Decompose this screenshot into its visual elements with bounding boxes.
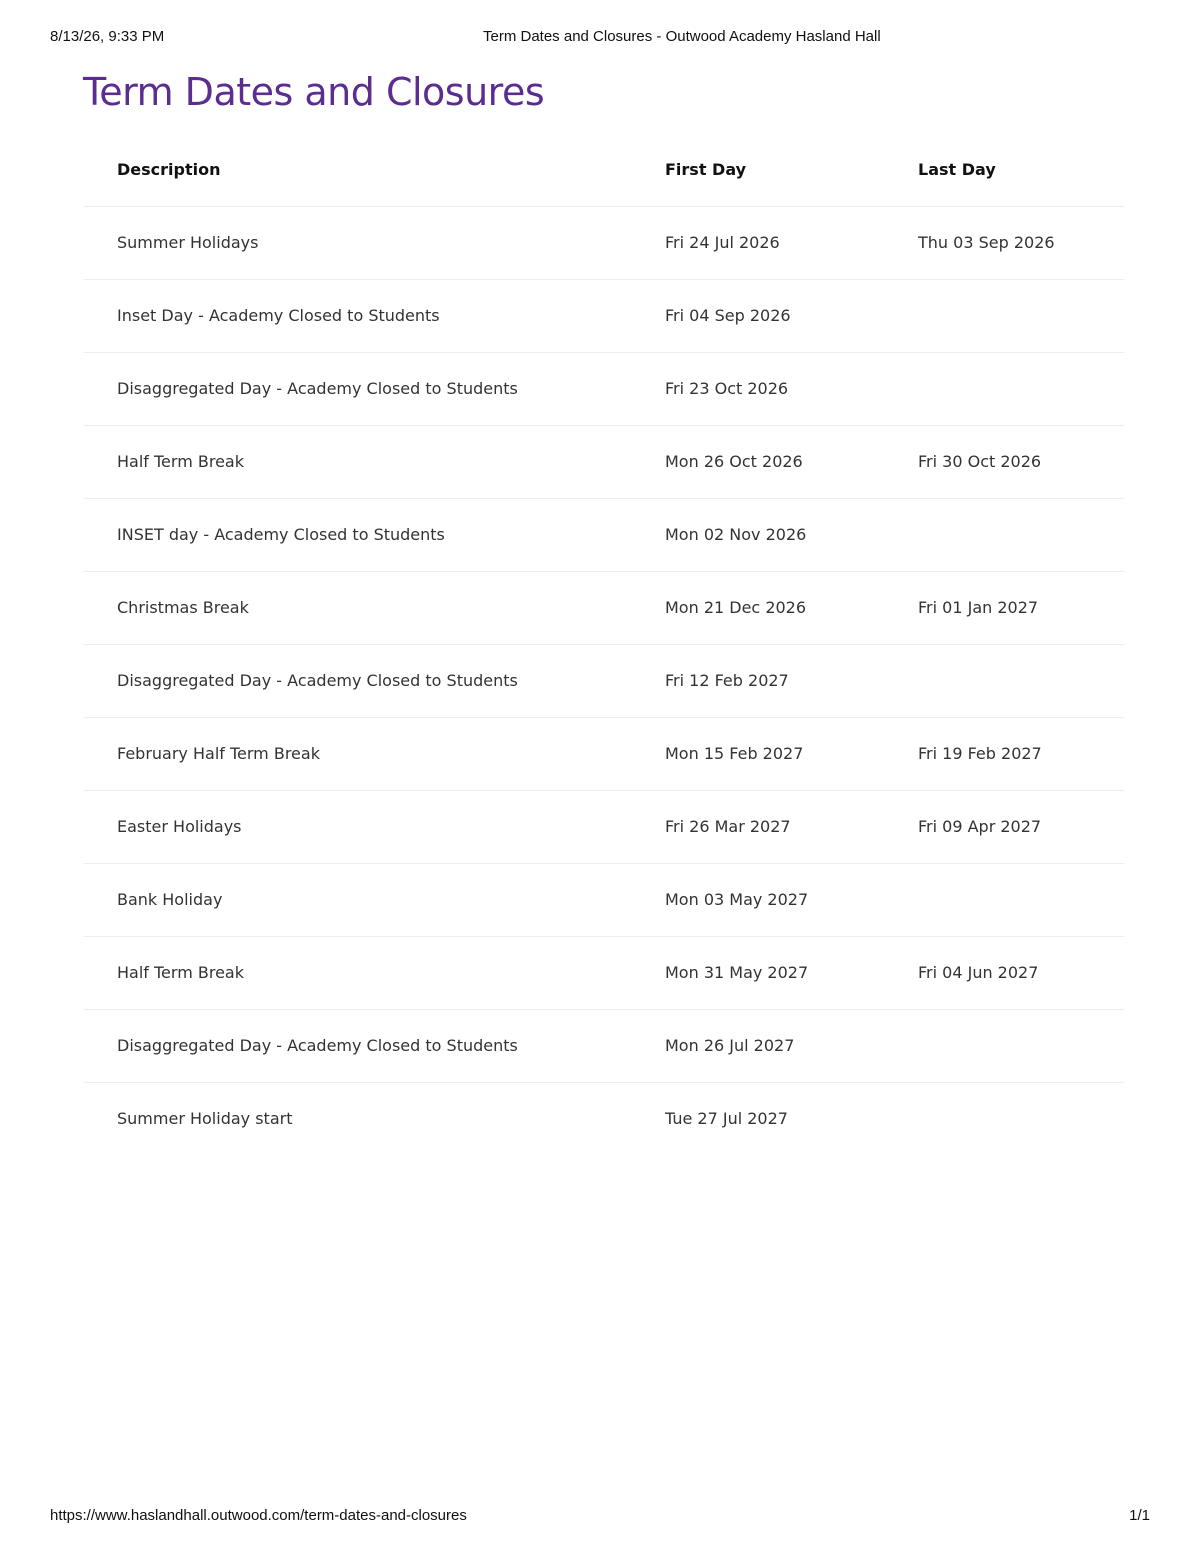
print-page-number: 1/1 [1129, 1507, 1150, 1524]
row-first-day: Fri 23 Oct 2026 [665, 379, 789, 398]
print-page-url[interactable]: https://www.haslandhall.outwood.com/term-dates-and-closures [50, 1507, 467, 1524]
row-description: Disaggregated Day - Academy Closed to Students [117, 1036, 518, 1055]
row-last-day: Fri 19 Feb 2027 [918, 744, 1042, 763]
table-row [84, 1083, 1124, 1155]
row-description: Inset Day - Academy Closed to Students [117, 306, 440, 325]
column-header-description: Description [117, 160, 221, 179]
table-row [84, 280, 1124, 353]
row-last-day: Fri 01 Jan 2027 [918, 598, 1039, 617]
row-description: Easter Holidays [117, 817, 242, 836]
row-last-day: Fri 09 Apr 2027 [918, 817, 1042, 836]
table-row [84, 353, 1124, 426]
table-row [84, 937, 1124, 1010]
row-description: Disaggregated Day - Academy Closed to Students [117, 671, 518, 690]
row-description: Christmas Break [117, 598, 249, 617]
row-first-day: Mon 02 Nov 2026 [665, 525, 807, 544]
row-first-day: Mon 26 Jul 2027 [665, 1036, 795, 1055]
table-row [84, 791, 1124, 864]
table-row [84, 207, 1124, 280]
row-first-day: Fri 04 Sep 2026 [665, 306, 791, 325]
column-header-last-day: Last Day [918, 160, 996, 179]
print-datetime: 8/13/26, 9:33 PM [50, 28, 165, 45]
row-description: Half Term Break [117, 963, 244, 982]
row-description: Summer Holidays [117, 233, 259, 252]
row-first-day: Mon 15 Feb 2027 [665, 744, 804, 763]
row-first-day: Fri 26 Mar 2027 [665, 817, 791, 836]
table-row [84, 499, 1124, 572]
row-first-day: Mon 26 Oct 2026 [665, 452, 803, 471]
row-description: Summer Holiday start [117, 1109, 293, 1128]
row-description: INSET day - Academy Closed to Students [117, 525, 445, 544]
table-row [84, 864, 1124, 937]
term-dates-table [84, 134, 1124, 1155]
row-first-day: Mon 21 Dec 2026 [665, 598, 807, 617]
row-last-day: Fri 30 Oct 2026 [918, 452, 1042, 471]
row-first-day: Fri 12 Feb 2027 [665, 671, 789, 690]
table-header-row [84, 134, 1124, 207]
column-header-first-day: First Day [665, 160, 747, 179]
print-header [50, 28, 1150, 48]
row-description: Disaggregated Day - Academy Closed to Students [117, 379, 518, 398]
table-row [84, 718, 1124, 791]
page-title: Term Dates and Closures [83, 70, 545, 114]
row-description: February Half Term Break [117, 744, 320, 763]
table-row [84, 645, 1124, 718]
row-last-day: Fri 04 Jun 2027 [918, 963, 1039, 982]
row-first-day: Fri 24 Jul 2026 [665, 233, 780, 252]
row-first-day: Tue 27 Jul 2027 [665, 1109, 788, 1128]
table-row [84, 426, 1124, 499]
row-first-day: Mon 31 May 2027 [665, 963, 809, 982]
table-row [84, 572, 1124, 645]
print-footer [50, 1507, 1150, 1527]
row-description: Bank Holiday [117, 890, 223, 909]
row-first-day: Mon 03 May 2027 [665, 890, 809, 909]
table-row [84, 1010, 1124, 1083]
print-document-title: Term Dates and Closures - Outwood Academy Hasland Hall [483, 28, 881, 45]
row-last-day: Thu 03 Sep 2026 [918, 233, 1055, 252]
row-description: Half Term Break [117, 452, 244, 471]
